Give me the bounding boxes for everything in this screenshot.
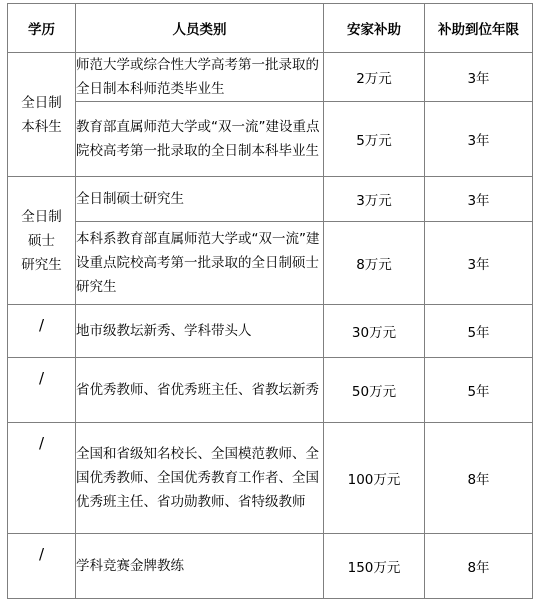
education-cell-none: / [8,423,76,534]
education-cell-undergrad [8,53,76,177]
term-cell: 5年 [425,358,533,423]
education-label: 全日制 [21,94,62,111]
education-label: 硕士 [28,232,55,249]
header-subsidy: 安家补助 [324,4,425,53]
category-cell: 师范大学或综合性大学高考第一批录取的全日制本科师范类毕业生 [76,53,324,102]
term-cell: 5年 [425,305,533,358]
education-cell-none: / [8,358,76,423]
header-education: 学历 [8,4,76,53]
category-cell: 地市级教坛新秀、学科带头人 [76,305,324,358]
term-cell: 3年 [425,177,533,222]
table-row [8,358,533,423]
term-cell: 3年 [425,102,533,177]
education-label: 本科生 [21,118,62,135]
term-cell: 3年 [425,222,533,305]
education-label: 研究生 [21,256,62,273]
table-row [8,53,533,102]
subsidy-cell: 5万元 [324,102,425,177]
education-label: 全日制 [21,208,62,225]
category-cell: 省优秀教师、省优秀班主任、省教坛新秀 [76,358,324,423]
table-header-row [8,4,533,53]
category-cell: 教育部直属师范大学或“双一流”建设重点院校高考第一批录取的全日制本科毕业生 [76,102,324,177]
term-cell: 3年 [425,53,533,102]
table-row [8,177,533,222]
education-cell-none: / [8,305,76,358]
subsidy-cell: 30万元 [324,305,425,358]
subsidy-cell: 150万元 [324,534,425,599]
subsidy-cell: 3万元 [324,177,425,222]
category-cell: 全国和省级知名校长、全国模范教师、全国优秀教师、全国优秀教育工作者、全国优秀班主任、省功勋教师、省特级教师 [76,423,324,534]
subsidy-cell: 100万元 [324,423,425,534]
table-row [8,102,533,177]
subsidy-cell: 8万元 [324,222,425,305]
subsidy-cell: 50万元 [324,358,425,423]
category-cell: 全日制硕士研究生 [76,177,324,222]
table-row [8,423,533,534]
education-cell-none: / [8,534,76,599]
term-cell: 8年 [425,534,533,599]
header-term: 补助到位年限 [425,4,533,53]
table-row [8,222,533,305]
education-cell-masters [8,177,76,305]
term-cell: 8年 [425,423,533,534]
table-row [8,305,533,358]
subsidy-cell: 2万元 [324,53,425,102]
subsidy-table [7,3,533,599]
header-category: 人员类别 [76,4,324,53]
category-cell: 学科竞赛金牌教练 [76,534,324,599]
category-cell: 本科系教育部直属师范大学或“双一流”建设重点院校高考第一批录取的全日制硕士研究生 [76,222,324,305]
table-row [8,534,533,599]
